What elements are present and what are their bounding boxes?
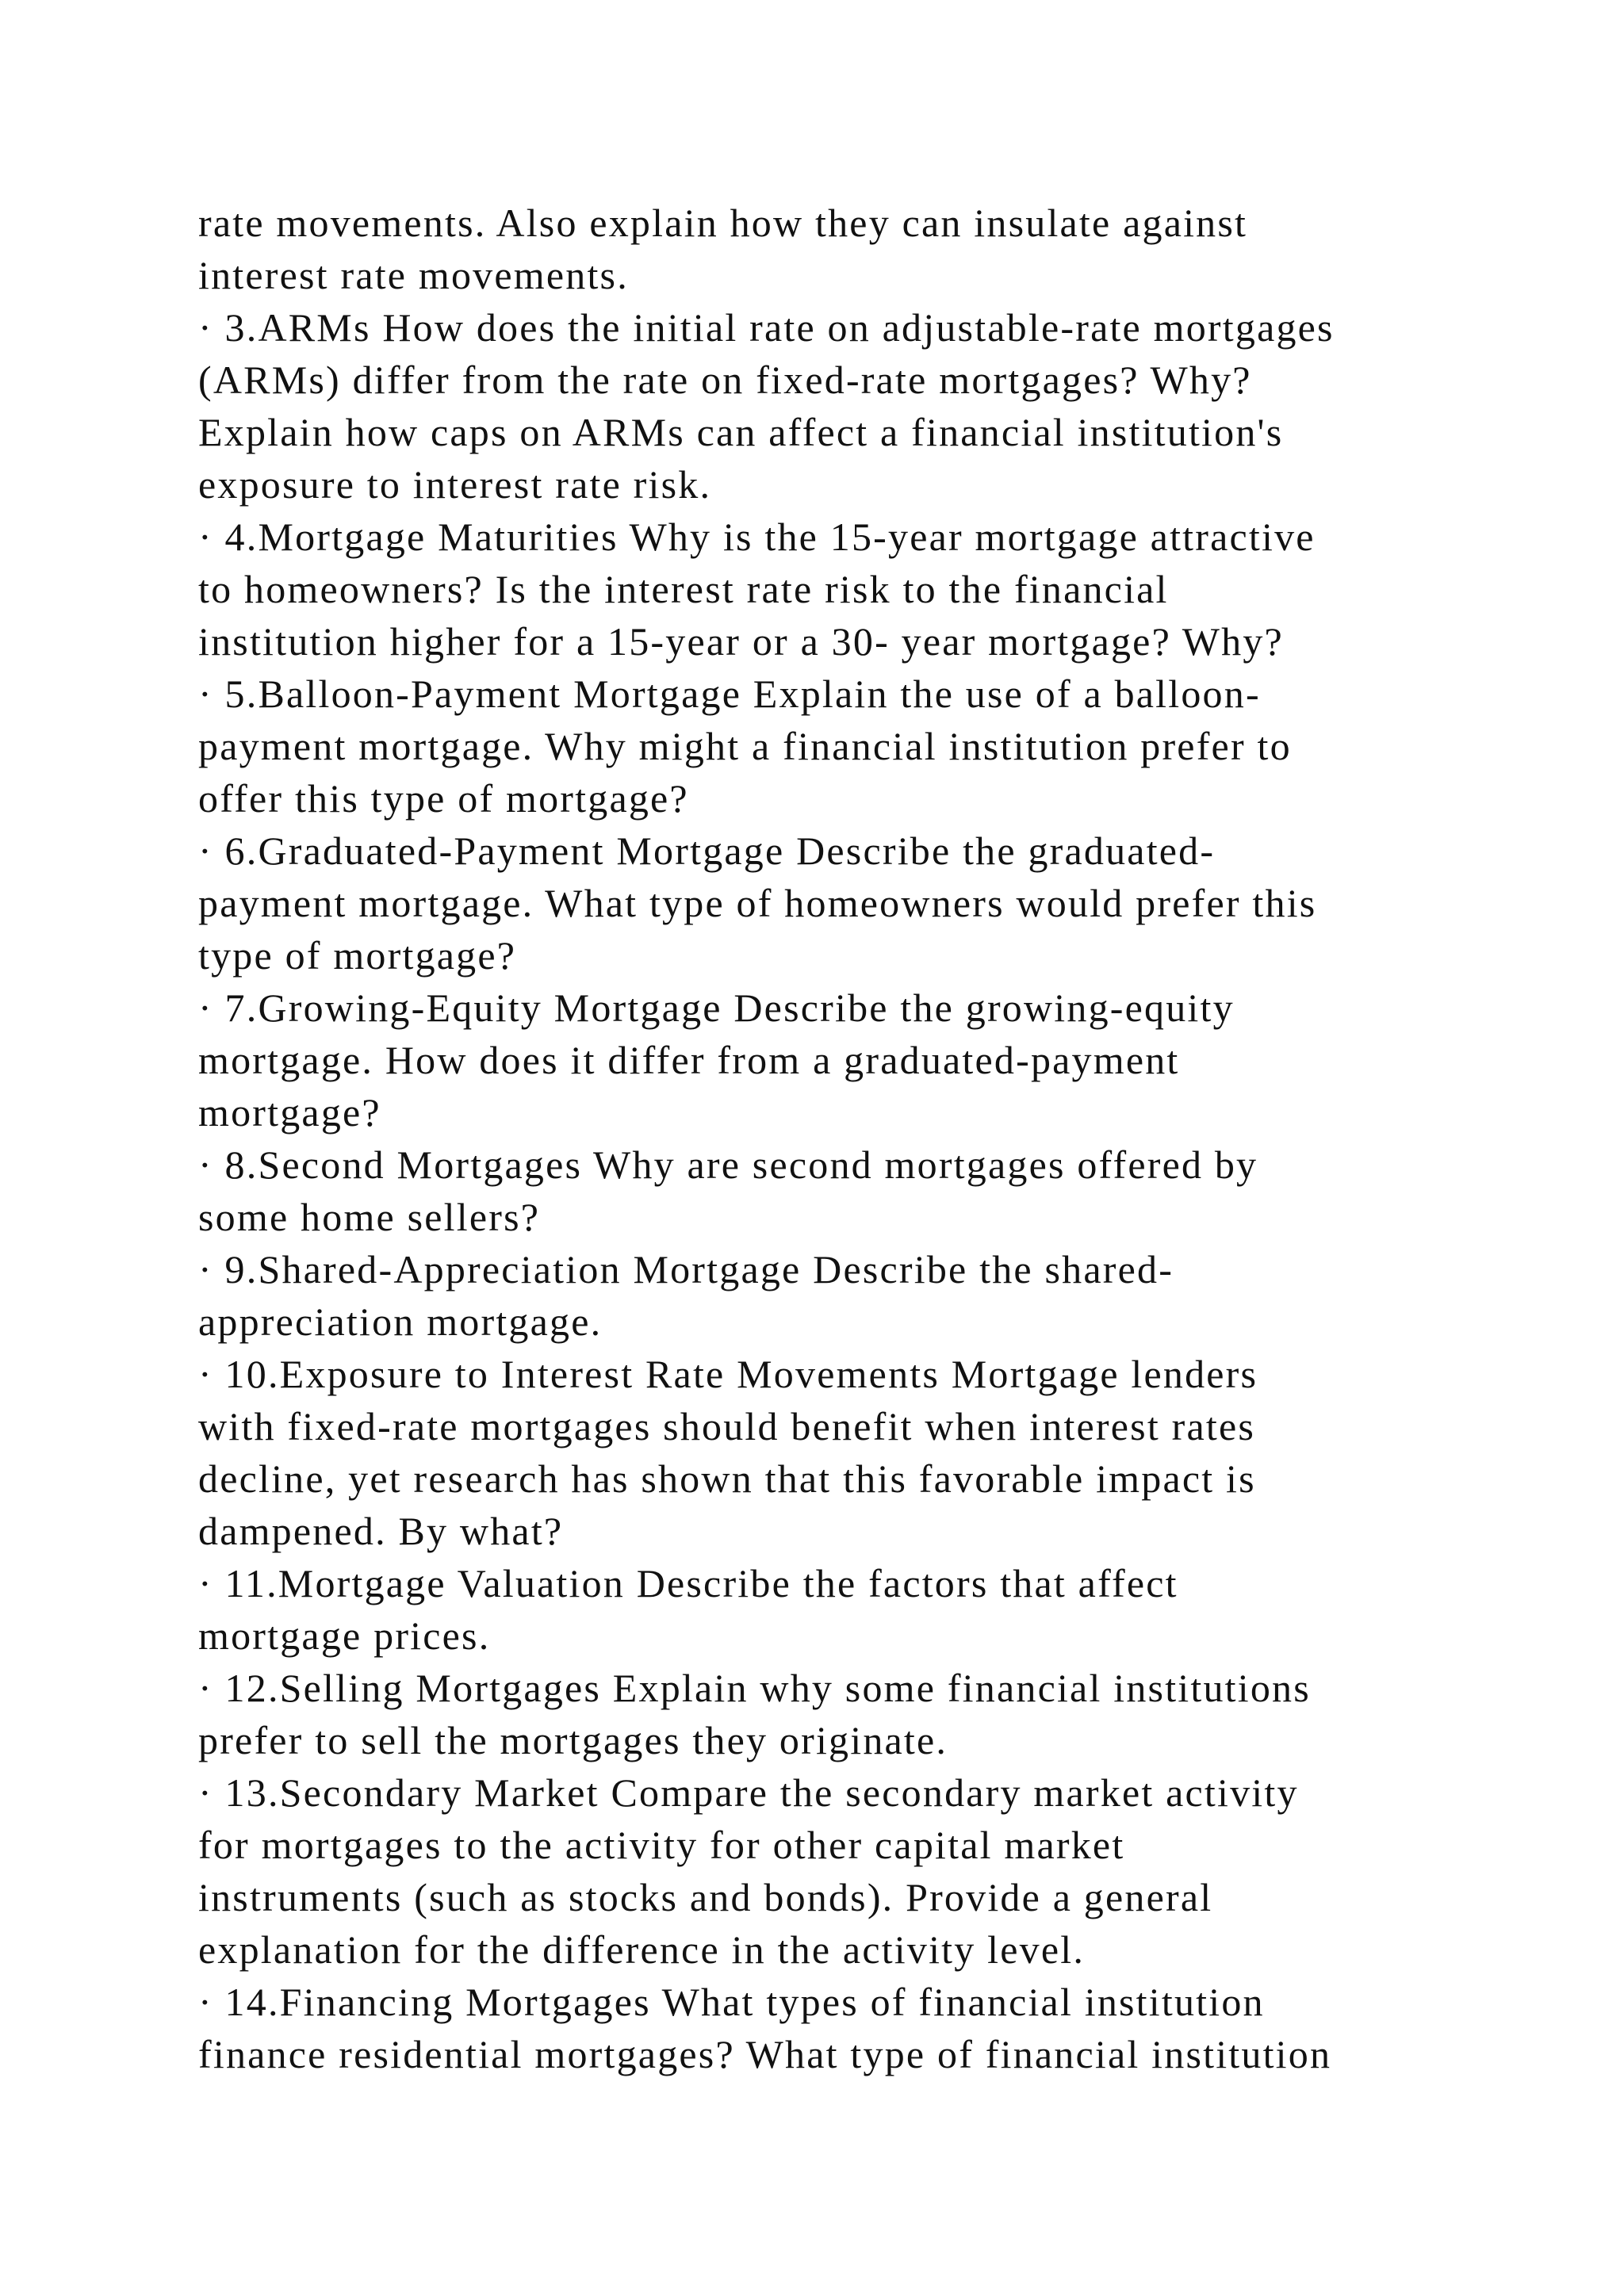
document-body [198,197,1546,2080]
text-line: Explain how caps on ARMs can affect a financial institution's [198,410,1284,454]
question-12-line: · 12.Selling Mortgages Explain why some financial institutions [198,1666,1311,1710]
question-9-line: · 9.Shared-Appreciation Mortgage Describe the shared- [198,1247,1174,1292]
text-line: to homeowners? Is the interest rate risk to the financial [198,567,1169,611]
text-line: mortgage. How does it differ from a graduated-payment [198,1038,1180,1082]
text-line: appreciation mortgage. [198,1299,603,1344]
question-3-line: · 3.ARMs How does the initial rate on adjustable-rate mortgages [198,305,1335,350]
question-11-line: · 11.Mortgage Valuation Describe the factors that affect [198,1561,1178,1605]
question-10-line: · 10.Exposure to Interest Rate Movements Mortgage lenders [198,1352,1258,1396]
question-5-line: · 5.Balloon-Payment Mortgage Explain the use of a balloon- [198,672,1261,716]
text-line: institution higher for a 15-year or a 30- year mortgage? Why? [198,619,1284,664]
text-line: payment mortgage. What type of homeowners would prefer this [198,881,1317,925]
text-line: rate movements. Also explain how they can insulate against [198,201,1248,245]
text-line: finance residential mortgages? What type of financial institution [198,2032,1332,2076]
text-line: offer this type of mortgage? [198,776,689,821]
text-line: dampened. By what? [198,1509,564,1553]
text-line: some home sellers? [198,1195,541,1239]
text-line: payment mortgage. Why might a financial institution prefer to [198,724,1292,768]
question-14-line: · 14.Financing Mortgages What types of financial institution [198,1980,1265,2024]
question-7-line: · 7.Growing-Equity Mortgage Describe the growing-equity [198,985,1235,1030]
text-line: interest rate movements. [198,253,629,297]
text-line: (ARMs) differ from the rate on fixed-rate mortgages? Why? [198,358,1252,402]
text-line: type of mortgage? [198,933,517,978]
text-line: with fixed-rate mortgages should benefit when interest rates [198,1404,1256,1448]
text-line: prefer to sell the mortgages they originate. [198,1718,948,1762]
text-line: mortgage? [198,1090,381,1135]
text-line: decline, yet research has shown that this favorable impact is [198,1456,1256,1501]
question-6-line: · 6.Graduated-Payment Mortgage Describe the graduated- [198,828,1216,873]
question-8-line: · 8.Second Mortgages Why are second mortgages offered by [198,1142,1258,1187]
text-line: exposure to interest rate risk. [198,462,712,507]
question-13-line: · 13.Secondary Market Compare the secondary market activity [198,1770,1299,1815]
text-line: instruments (such as stocks and bonds). Provide a general [198,1875,1213,1919]
text-line: mortgage prices. [198,1613,491,1658]
text-line: explanation for the difference in the activity level. [198,1927,1086,1972]
question-4-line: · 4.Mortgage Maturities Why is the 15-year mortgage attractive [198,515,1316,559]
text-line: for mortgages to the activity for other capital market [198,1823,1125,1867]
